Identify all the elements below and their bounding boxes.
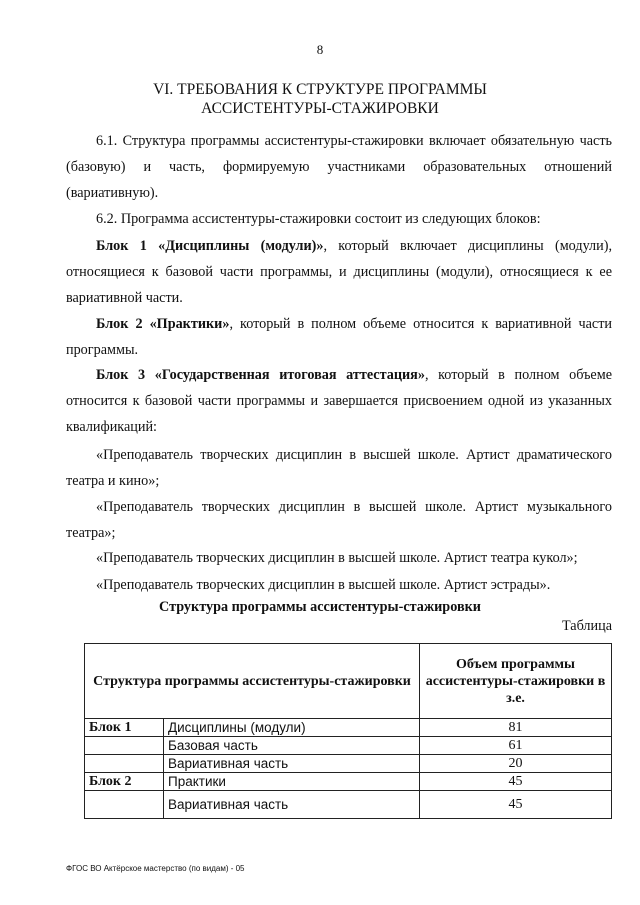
row-block: [85, 791, 164, 819]
table-label: Таблица: [561, 618, 612, 634]
row-name: Базовая часть: [164, 737, 420, 755]
row-name: Вариативная часть: [164, 791, 420, 819]
section-heading: [0, 80, 640, 118]
row-name: Дисциплины (модули): [164, 719, 420, 737]
section-heading-line2: АССИСТЕНТУРЫ-СТАЖИРОВКИ: [201, 100, 439, 117]
table-title: Структура программы ассистентуры-стажировки: [159, 599, 481, 615]
block-1-title: Блок 1 «Дисциплины (модули)»: [96, 238, 324, 254]
header-volume: Объем программы ассистентуры-стажировки в з.е.: [420, 644, 612, 719]
structure-table: [84, 643, 612, 819]
section-heading-line1: VI. ТРЕБОВАНИЯ К СТРУКТУРЕ ПРОГРАММЫ: [153, 81, 487, 98]
header-structure: Структура программы ассистентуры-стажировки: [85, 644, 420, 719]
row-value: 20: [420, 755, 612, 773]
paragraph-block-3: [66, 362, 612, 440]
qualification-1: «Преподаватель творческих дисциплин в высшей школе. Артист драматического театра и кино»;: [66, 447, 612, 489]
table-row: [85, 773, 612, 791]
paragraph-6-2: 6.2. Программа ассистентуры-стажировки состоит из следующих блоков:: [96, 211, 541, 227]
row-block: [85, 755, 164, 773]
row-block: Блок 2: [85, 773, 164, 791]
qualification-4: «Преподаватель творческих дисциплин в высшей школе. Артист эстрады».: [96, 577, 551, 593]
qualification-3: «Преподаватель творческих дисциплин в высшей школе. Артист театра кукол»;: [96, 550, 578, 566]
table-header-row: [85, 644, 612, 719]
block-3-title: Блок 3 «Государственная итоговая аттестация»: [96, 367, 425, 383]
row-name: Вариативная часть: [164, 755, 420, 773]
row-block: Блок 1: [85, 719, 164, 737]
paragraph-block-1: [66, 233, 612, 311]
page-number: 8: [316, 42, 324, 57]
paragraph-block-2: [66, 311, 612, 363]
table-row: [85, 719, 612, 737]
block-1-text: , который включает дисциплины (модули), относящиеся к базовой части программы, и дисциплины (модули), относящиеся к ее вариативной части.: [66, 238, 612, 306]
table-row: [85, 737, 612, 755]
qualification-2: «Преподаватель творческих дисциплин в высшей школе. Артист музыкального театра»;: [66, 499, 612, 541]
table-row: [85, 755, 612, 773]
row-value: 61: [420, 737, 612, 755]
table-row: [85, 791, 612, 819]
row-value: 45: [420, 791, 612, 819]
block-2-title: Блок 2 «Практики»: [96, 316, 230, 332]
page-footer: ФГОС ВО Актёрское мастерство (по видам) - 05: [66, 864, 245, 873]
row-value: 81: [420, 719, 612, 737]
row-value: 45: [420, 773, 612, 791]
paragraph-6-1: 6.1. Структура программы ассистентуры-стажировки включает обязательную часть (базовую) и часть, формируемую участниками образовательных отношений (вариативную).: [66, 133, 612, 201]
row-name: Практики: [164, 773, 420, 791]
block-3-text: , который в полном объеме относится к базовой части программы и завершается присвоением одной из указанных квалификаций:: [66, 367, 612, 435]
block-2-text: , который в полном объеме относится к вариативной части программы.: [66, 316, 612, 358]
row-block: [85, 737, 164, 755]
